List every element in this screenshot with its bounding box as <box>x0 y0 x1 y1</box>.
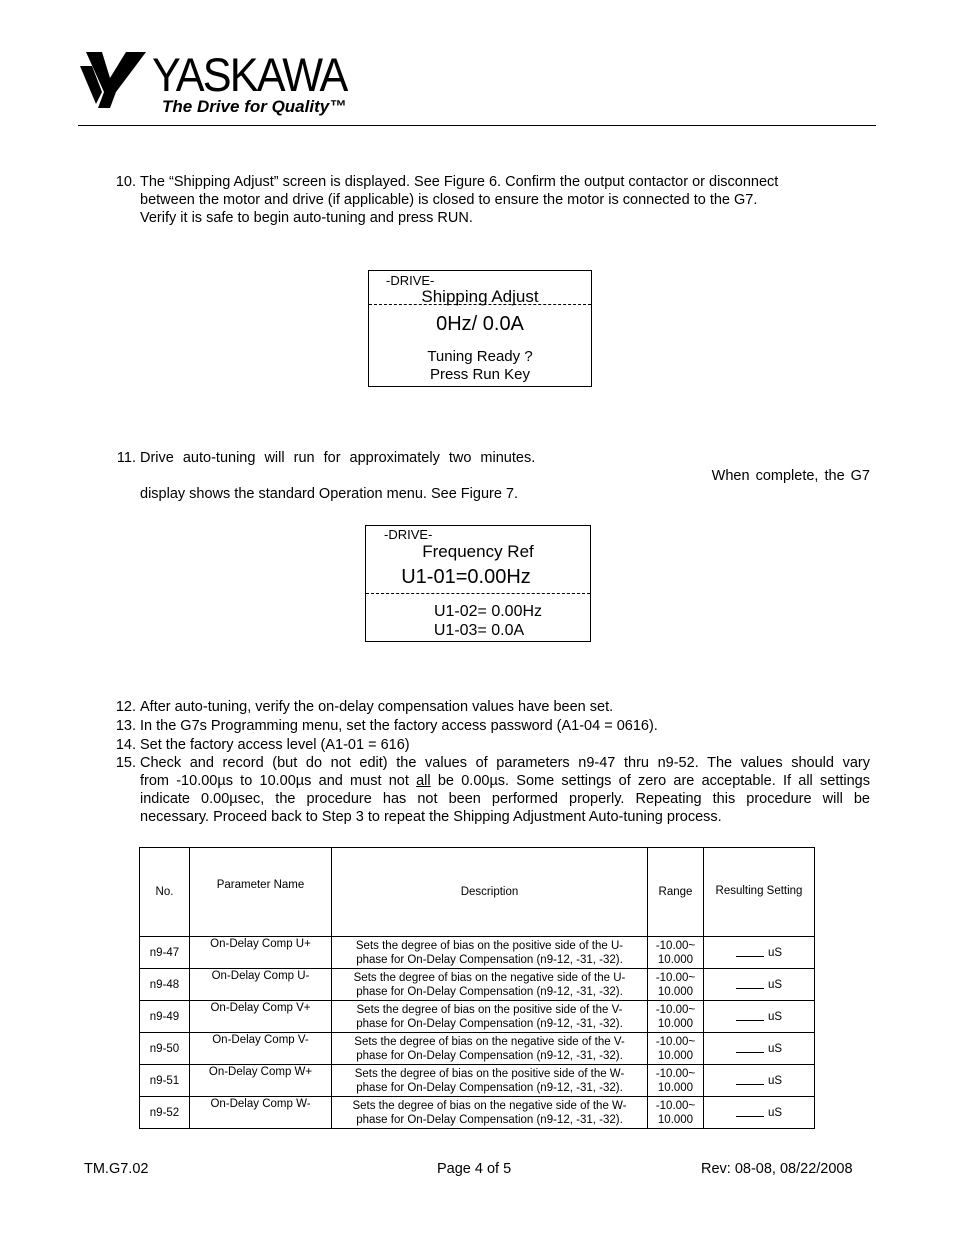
unit-label: uS <box>767 1106 783 1119</box>
step-11 <box>110 449 870 505</box>
resulting-setting <box>704 1001 815 1033</box>
description-line: phase for On-Delay Compensation (n9-12, -31, -32). <box>356 985 623 998</box>
param-description <box>332 1001 648 1033</box>
step-text: In the G7s Programming menu, set the factory access password (A1-04 = 0616). <box>140 718 658 734</box>
param-number: n9-49 <box>140 1001 190 1033</box>
range-line: 10.000 <box>657 1081 694 1094</box>
table-header-row <box>140 848 815 937</box>
table-row <box>140 937 815 969</box>
step-number: 10. <box>115 174 136 190</box>
lcd-status-line-1: U1-02= 0.00Hz <box>433 603 543 620</box>
range-line: -10.00~ <box>655 1003 696 1016</box>
blank-line <box>736 1116 764 1117</box>
step-text: Set the factory access level (A1-01 = 616) <box>140 737 410 753</box>
range-line: -10.00~ <box>655 1035 696 1048</box>
table-row <box>140 969 815 1001</box>
step-text-line: When complete, the G7 <box>711 468 870 484</box>
description-line: phase for On-Delay Compensation (n9-12, -31, -32). <box>356 1017 623 1030</box>
blank-line <box>736 956 764 957</box>
table-header-cell: Description <box>332 848 648 937</box>
range-line: 10.000 <box>657 1113 694 1126</box>
lcd-title: Shipping Adjust <box>421 287 539 306</box>
range-line: 10.000 <box>657 953 694 966</box>
param-range <box>648 937 704 969</box>
step-number: 15. <box>115 755 136 771</box>
brand-name: YASKAWA <box>152 48 347 101</box>
yaskawa-logo <box>80 48 400 118</box>
description-line: Sets the degree of bias on the positive side of the V- <box>356 1003 623 1016</box>
step-text-line: Drive auto-tuning will run for approximately two minutes. <box>140 450 536 466</box>
lcd-message-line-1: Tuning Ready ? <box>427 348 533 365</box>
param-description <box>332 937 648 969</box>
param-number: n9-52 <box>140 1097 190 1129</box>
step-number: 13. <box>115 718 136 734</box>
table-header-cell: Resulting Setting <box>704 848 815 937</box>
param-number: n9-47 <box>140 937 190 969</box>
resulting-setting <box>704 969 815 1001</box>
step-text-line: necessary. Proceed back to Step 3 to repeat the Shipping Adjustment Auto-tuning process. <box>140 809 722 825</box>
step-text-part: from -10.00µs to 10.00µs and must not <box>140 773 417 789</box>
brand-tagline: The Drive for Quality™ <box>162 97 347 116</box>
step-text: After auto-tuning, verify the on-delay compensation values have been set. <box>140 699 614 715</box>
table-row <box>140 1033 815 1065</box>
description-line: phase for On-Delay Compensation (n9-12, -31, -32). <box>356 953 623 966</box>
figure-6-lcd-screen <box>368 270 592 387</box>
range-line: 10.000 <box>657 1017 694 1030</box>
lcd-status-line-2: U1-03= 0.0A <box>433 622 525 639</box>
param-range <box>648 1033 704 1065</box>
blank-line <box>736 1052 764 1053</box>
yaskawa-logo-mark-icon <box>80 48 150 110</box>
param-name: On-Delay Comp W- <box>190 1097 332 1129</box>
table-header-cell: Range <box>648 848 704 937</box>
step-14 <box>110 736 870 754</box>
param-name: On-Delay Comp V- <box>190 1033 332 1065</box>
range-line: -10.00~ <box>655 1099 696 1112</box>
unit-label: uS <box>767 1074 783 1087</box>
step-text-part: be 0.00µs. Some settings of zero are acceptable. If all settings <box>430 773 870 789</box>
step-number: 11. <box>116 450 136 466</box>
resulting-setting <box>704 1065 815 1097</box>
table-row <box>140 1065 815 1097</box>
blank-line <box>736 988 764 989</box>
lcd-mode-label: -DRIVE- <box>386 273 435 288</box>
step-number: 12. <box>115 699 136 715</box>
param-number: n9-50 <box>140 1033 190 1065</box>
range-line: -10.00~ <box>655 939 696 952</box>
description-line: Sets the degree of bias on the positive side of the U- <box>355 939 624 952</box>
range-line: -10.00~ <box>655 971 696 984</box>
lcd-value: U1-01=0.00Hz <box>401 566 531 588</box>
range-line: -10.00~ <box>655 1067 696 1080</box>
param-name: On-Delay Comp V+ <box>190 1001 332 1033</box>
footer-revision: Rev: 08-08, 08/22/2008 <box>701 1161 853 1177</box>
param-name: On-Delay Comp U+ <box>190 937 332 969</box>
param-range <box>648 969 704 1001</box>
figure-7-lcd-screen <box>365 525 591 642</box>
resulting-setting <box>704 1097 815 1129</box>
footer-doc-id: TM.G7.02 <box>84 1161 149 1177</box>
description-line: Sets the degree of bias on the negative side of the U- <box>353 971 626 984</box>
param-name: On-Delay Comp U- <box>190 969 332 1001</box>
param-description <box>332 1065 648 1097</box>
param-range <box>648 1065 704 1097</box>
header-divider <box>78 125 876 126</box>
step-text-line: indicate 0.00µsec, the procedure has not been performed properly. Repeating this procedure will be <box>140 791 870 807</box>
unit-label: uS <box>767 1042 783 1055</box>
step-text-line: The “Shipping Adjust” screen is displayed. See Figure 6. Confirm the output contactor or disconnect <box>140 174 779 190</box>
blank-line <box>736 1020 764 1021</box>
step-number: 14. <box>115 737 136 753</box>
step-text-line: display shows the standard Operation menu. See Figure 7. <box>140 486 519 502</box>
param-range <box>648 1001 704 1033</box>
description-line: Sets the degree of bias on the negative side of the V- <box>354 1035 625 1048</box>
footer-page-number: Page 4 of 5 <box>437 1161 512 1177</box>
table-row <box>140 1001 815 1033</box>
step-text-line: Check and record (but do not edit) the values of parameters n9-47 thru n9-52. The values should vary <box>140 755 870 771</box>
lcd-mode-label: -DRIVE- <box>384 527 433 542</box>
param-description <box>332 1033 648 1065</box>
step-text-line: between the motor and drive (if applicable) is closed to ensure the motor is connected to the G7. <box>140 192 758 208</box>
param-range <box>648 1097 704 1129</box>
unit-label: uS <box>767 946 783 959</box>
description-line: phase for On-Delay Compensation (n9-12, -31, -32). <box>356 1113 623 1126</box>
param-number: n9-48 <box>140 969 190 1001</box>
unit-label: uS <box>767 978 783 991</box>
lcd-title: Frequency Ref <box>422 542 534 561</box>
step-15 <box>110 754 870 830</box>
description-line: phase for On-Delay Compensation (n9-12, -31, -32). <box>356 1081 623 1094</box>
table-row <box>140 1097 815 1129</box>
range-line: 10.000 <box>657 1049 694 1062</box>
parameter-table <box>139 847 815 1129</box>
lcd-divider-bottom <box>366 593 590 594</box>
unit-label: uS <box>767 1010 783 1023</box>
description-line: Sets the degree of bias on the negative side of the W- <box>352 1099 627 1112</box>
step-13 <box>110 717 870 735</box>
resulting-setting <box>704 1033 815 1065</box>
blank-line <box>736 1084 764 1085</box>
description-line: phase for On-Delay Compensation (n9-12, -31, -32). <box>356 1049 623 1062</box>
param-name: On-Delay Comp W+ <box>190 1065 332 1097</box>
step-text-line: Verify it is safe to begin auto-tuning and press RUN. <box>140 210 473 226</box>
step-text-line <box>140 772 870 790</box>
lcd-message-line-2: Press Run Key <box>429 366 531 383</box>
step-12 <box>110 698 870 716</box>
lcd-value: 0Hz/ 0.0A <box>436 313 524 335</box>
table-header-cell: No. <box>140 848 190 937</box>
param-number: n9-51 <box>140 1065 190 1097</box>
lcd-divider-top <box>369 304 591 305</box>
step-text-underlined: all <box>416 773 431 789</box>
range-line: 10.000 <box>657 985 694 998</box>
resulting-setting <box>704 937 815 969</box>
step-10 <box>110 173 870 229</box>
param-description <box>332 1097 648 1129</box>
table-header-cell: Parameter Name <box>190 848 332 937</box>
description-line: Sets the degree of bias on the positive side of the W- <box>354 1067 625 1080</box>
param-description <box>332 969 648 1001</box>
